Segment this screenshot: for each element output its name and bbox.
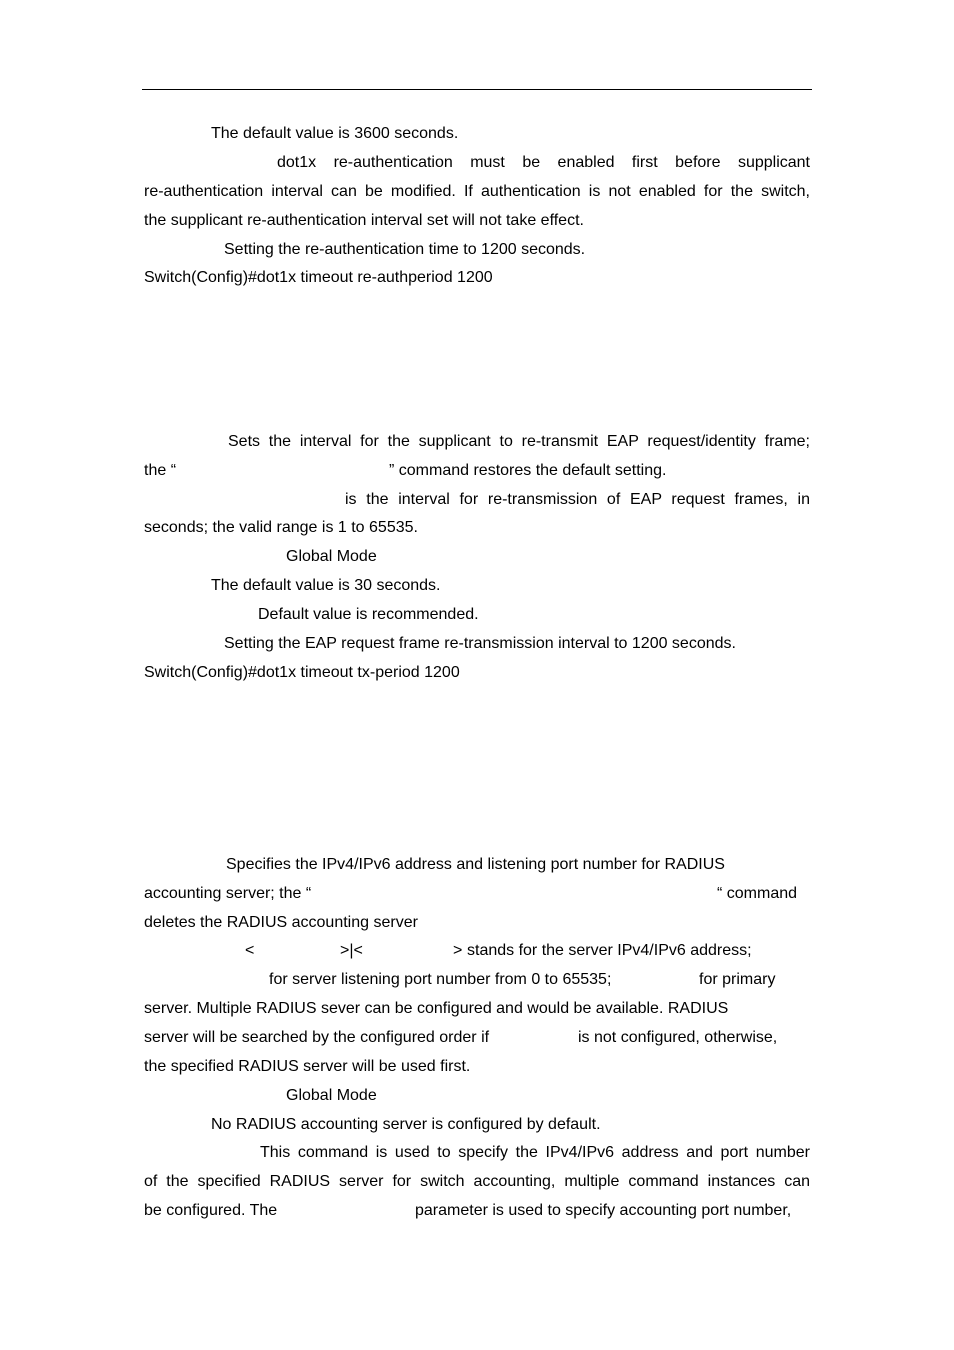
usage-text-line: the supplicant re-authentication interval set will not take effect. [144, 212, 584, 229]
usage-text-line: re-authentication interval can be modified. If authentication is not enabled for the switch, [144, 183, 810, 200]
function-text-close-quote: “ command [717, 885, 798, 902]
usage-text-line: be configured. The [144, 1202, 278, 1219]
parameter-text-line: the specified RADIUS server will be used first. [144, 1058, 471, 1075]
parameter-text-line: stands for the server IPv4/IPv6 address; [467, 942, 752, 959]
default-value-text: The default value is 3600 seconds. [211, 125, 459, 142]
command-mode-text: Global Mode [286, 1087, 377, 1104]
command-mode-text: Global Mode [286, 548, 377, 565]
example-text: Setting the EAP request frame re-transmission interval to 1200 seconds. [224, 635, 736, 652]
header-rule [142, 89, 812, 90]
usage-text-line: This command is used to specify the IPv4/IPv6 address and port number [260, 1144, 810, 1161]
usage-text-line: parameter is used to specify accounting port number, [415, 1202, 792, 1219]
function-text-line: Sets the interval for the supplicant to re-transmit EAP request/identity frame; [228, 433, 810, 450]
default-value-text: The default value is 30 seconds. [211, 577, 441, 594]
usage-text-line: of the specified RADIUS server for switch accounting, multiple command instances can [144, 1173, 810, 1190]
usage-text-line: dot1x re-authentication must be enabled first before supplicant [277, 154, 810, 171]
parameter-text-line: for primary [699, 971, 776, 988]
function-text-open-quote: the “ [144, 462, 177, 479]
parameter-text-line: for server listening port number from 0 to 65535; [269, 971, 612, 988]
function-text-line: Specifies the IPv4/IPv6 address and listening port number for RADIUS [226, 856, 725, 873]
parameter-bracket: >|< [340, 942, 363, 959]
parameter-text-line: seconds; the valid range is 1 to 65535. [144, 519, 418, 536]
parameter-text-line: server will be searched by the configured order if [144, 1029, 490, 1046]
function-text-line: deletes the RADIUS accounting server [144, 914, 418, 931]
parameter-text-line: is the interval for re-transmission of EAP request frames, in [345, 491, 810, 508]
parameter-bracket: > [453, 942, 463, 959]
usage-text: Default value is recommended. [258, 606, 479, 623]
parameter-bracket: < [245, 942, 255, 959]
command-example: Switch(Config)#dot1x timeout re-authperiod 1200 [144, 269, 493, 286]
command-example: Switch(Config)#dot1x timeout tx-period 1200 [144, 664, 460, 681]
parameter-text-line: is not configured, otherwise, [578, 1029, 778, 1046]
function-text-open-quote: accounting server; the “ [144, 885, 312, 902]
example-text: Setting the re-authentication time to 1200 seconds. [224, 241, 586, 258]
parameter-text-line: server. Multiple RADIUS sever can be configured and would be available. RADIUS [144, 1000, 729, 1017]
default-value-text: No RADIUS accounting server is configured by default. [211, 1116, 601, 1133]
function-text-close-quote: ” command restores the default setting. [389, 462, 667, 479]
